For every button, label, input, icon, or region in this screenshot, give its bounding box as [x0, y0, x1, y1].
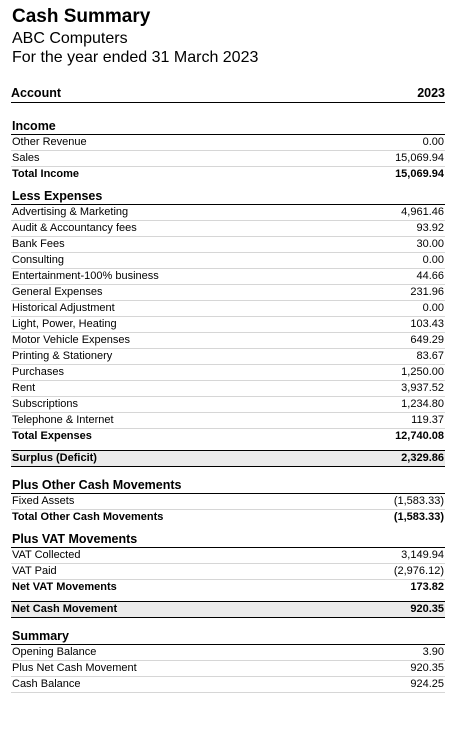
- line-item-label: Opening Balance: [12, 646, 97, 658]
- column-header: [11, 85, 445, 103]
- report-title: Cash Summary: [12, 6, 151, 27]
- line-item-label: Audit & Accountancy fees: [12, 222, 137, 234]
- section-total-label: Total Expenses: [12, 430, 92, 442]
- line-item-value: 119.37: [411, 414, 444, 426]
- section-total-row: [11, 429, 445, 444]
- section-title: Income: [11, 118, 445, 135]
- net-cash-row: [11, 601, 445, 618]
- line-item-value: 4,961.46: [401, 206, 444, 218]
- section-title: Plus VAT Movements: [11, 531, 445, 548]
- line-item-value: 0.00: [422, 136, 444, 148]
- account-column-label: Account: [11, 86, 61, 100]
- line-item-value: 15,069.94: [395, 152, 444, 164]
- line-item-label: Consulting: [12, 254, 64, 266]
- section-total-row: [11, 580, 445, 595]
- line-item-label: Entertainment-100% business: [12, 270, 159, 282]
- line-item-value: 920.35: [410, 662, 444, 674]
- line-item-row: [11, 301, 445, 317]
- line-item-value: 231.96: [410, 286, 444, 298]
- line-item-value: 83.67: [416, 350, 444, 362]
- line-item-row: [11, 285, 445, 301]
- report-period: For the year ended 31 March 2023: [12, 49, 259, 66]
- line-item-row: [11, 381, 445, 397]
- line-item-label: Motor Vehicle Expenses: [12, 334, 131, 346]
- line-item-label: VAT Paid: [12, 565, 57, 577]
- line-item-value: (2,976.12): [393, 565, 444, 577]
- line-item-row: [11, 661, 445, 677]
- section-total-value: 12,740.08: [395, 430, 444, 442]
- section-total-value: (1,583.33): [393, 511, 444, 523]
- line-item-row: [11, 253, 445, 269]
- section-title: Summary: [11, 628, 445, 645]
- line-item-row: [11, 237, 445, 253]
- line-item-label: Plus Net Cash Movement: [12, 662, 137, 674]
- line-item-label: Purchases: [12, 366, 64, 378]
- line-item-label: Sales: [12, 152, 40, 164]
- line-item-value: 924.25: [410, 678, 444, 690]
- vat-section: [11, 531, 445, 595]
- line-item-row: [11, 205, 445, 221]
- line-item-value: 3.90: [422, 646, 444, 658]
- line-item-row: [11, 151, 445, 167]
- line-item-row: [11, 564, 445, 580]
- line-item-row: [11, 413, 445, 429]
- line-item-label: Telephone & Internet: [12, 414, 114, 426]
- line-item-value: (1,583.33): [393, 495, 444, 507]
- line-item-row: [11, 645, 445, 661]
- income-section: [11, 118, 445, 182]
- line-item-label: Rent: [12, 382, 36, 394]
- summary-section: [11, 628, 445, 693]
- section-total-label: Net VAT Movements: [12, 581, 117, 593]
- surplus-label: Surplus (Deficit): [12, 452, 97, 464]
- company-name: ABC Computers: [12, 30, 128, 47]
- line-item-value: 30.00: [416, 238, 444, 250]
- line-item-value: 1,234.80: [401, 398, 444, 410]
- section-total-value: 15,069.94: [395, 168, 444, 180]
- line-item-row: [11, 221, 445, 237]
- net-cash-value: 920.35: [410, 603, 444, 615]
- line-item-value: 44.66: [416, 270, 444, 282]
- line-item-label: Other Revenue: [12, 136, 87, 148]
- section-total-value: 173.82: [410, 581, 444, 593]
- line-item-value: 3,149.94: [401, 549, 444, 561]
- line-item-label: Subscriptions: [12, 398, 79, 410]
- line-item-label: General Expenses: [12, 286, 103, 298]
- net-cash-label: Net Cash Movement: [12, 603, 118, 615]
- line-item-value: 0.00: [422, 254, 444, 266]
- line-item-label: Light, Power, Heating: [12, 318, 117, 330]
- line-item-label: Fixed Assets: [12, 495, 75, 507]
- line-item-label: Printing & Stationery: [12, 350, 113, 362]
- line-item-row: [11, 349, 445, 365]
- line-item-label: Historical Adjustment: [12, 302, 115, 314]
- line-item-value: 103.43: [410, 318, 444, 330]
- other-cash-section: [11, 477, 445, 525]
- report-body: [11, 118, 445, 699]
- line-item-row: [11, 494, 445, 510]
- surplus-value: 2,329.86: [401, 452, 444, 464]
- section-total-row: [11, 510, 445, 525]
- line-item-value: 649.29: [410, 334, 444, 346]
- line-item-value: 3,937.52: [401, 382, 444, 394]
- line-item-row: [11, 548, 445, 564]
- section-title: Plus Other Cash Movements: [11, 477, 445, 494]
- line-item-label: Advertising & Marketing: [12, 206, 129, 218]
- line-item-row: [11, 333, 445, 349]
- surplus-row: [11, 450, 445, 467]
- section-total-row: [11, 167, 445, 182]
- line-item-label: Cash Balance: [12, 678, 81, 690]
- section-total-label: Total Other Cash Movements: [12, 511, 164, 523]
- line-item-value: 1,250.00: [401, 366, 444, 378]
- line-item-row: [11, 317, 445, 333]
- line-item-row: [11, 269, 445, 285]
- line-item-value: 0.00: [422, 302, 444, 314]
- section-title: Less Expenses: [11, 188, 445, 205]
- line-item-row: [11, 397, 445, 413]
- line-item-label: VAT Collected: [12, 549, 81, 561]
- line-item-row: [11, 677, 445, 693]
- line-item-row: [11, 365, 445, 381]
- expenses-section: [11, 188, 445, 444]
- line-item-value: 93.92: [416, 222, 444, 234]
- line-item-label: Bank Fees: [12, 238, 65, 250]
- year-column-label: 2023: [417, 86, 445, 100]
- line-item-row: [11, 135, 445, 151]
- section-total-label: Total Income: [12, 168, 80, 180]
